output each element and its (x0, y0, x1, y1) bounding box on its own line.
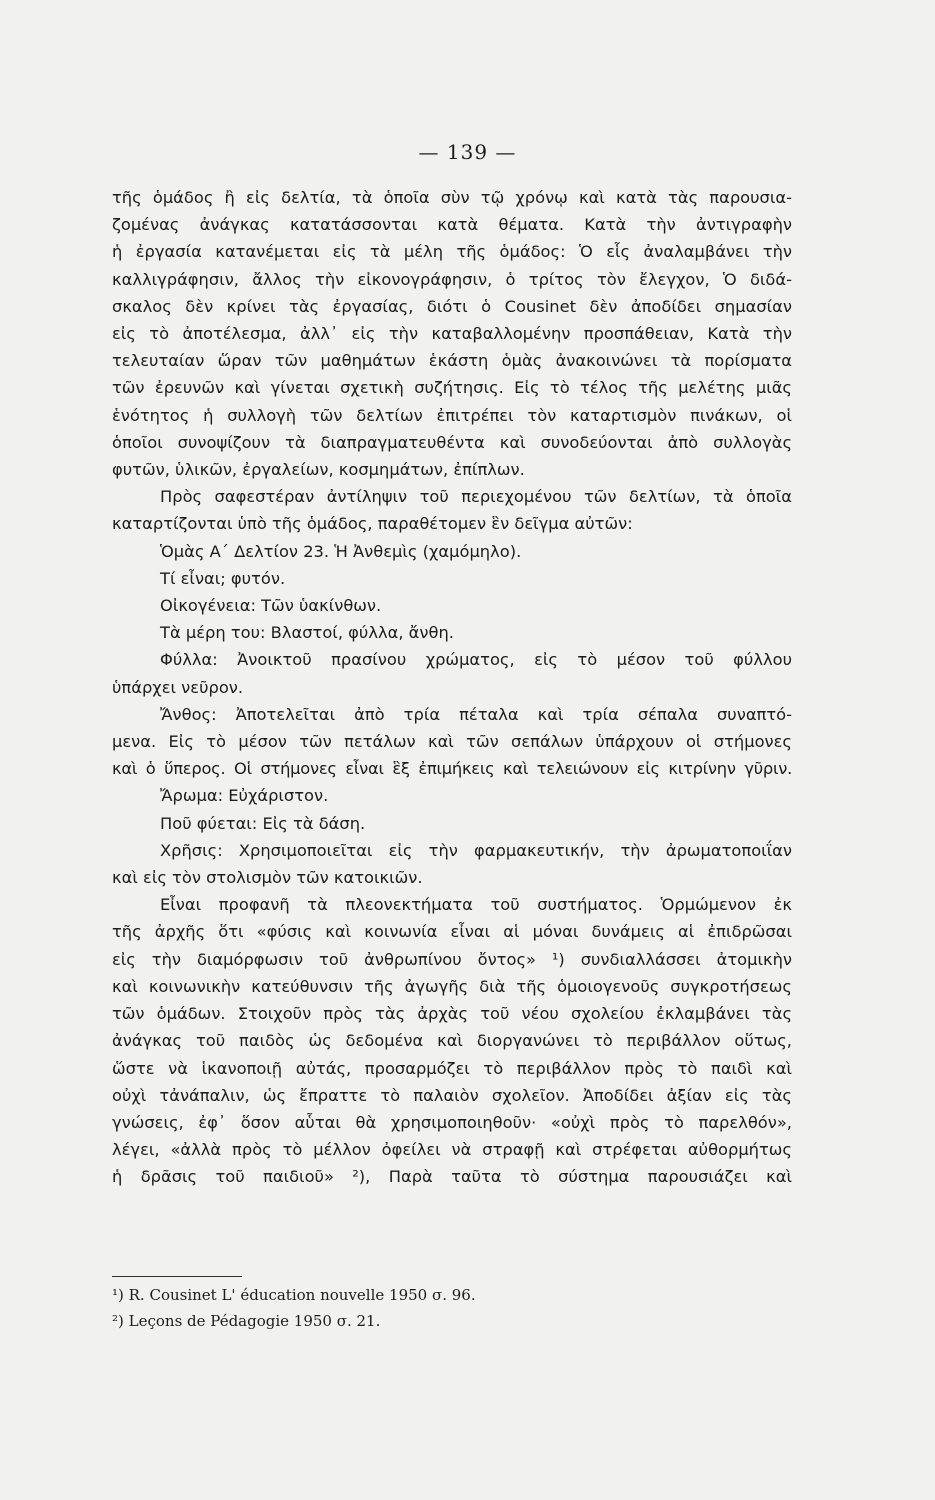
text-line: λέγει, «ἀλλὰ πρὸς τὸ μέλλον ὀφείλει νὰ στραφῇ καὶ στρέφεται αὐθορμήτως (112, 1140, 792, 1160)
footnotes (112, 1282, 792, 1334)
text-line: Εἶναι προφανῆ τὰ πλεονεκτήματα τοῦ συστήματος. Ὁρμώμενον ἐκ (160, 895, 792, 915)
text-line: τῶν ἐρευνῶν καὶ γίνεται σχετικὴ συζήτησις. Εἰς τὸ τέλος τῆς μελέτης μιᾶς (112, 378, 792, 398)
text-line: Φύλλα: Ἀνοικτοῦ πρασίνου χρώματος, εἰς τὸ μέσον τοῦ φύλλου (160, 650, 792, 670)
text-line: Ἄρωμα: Εὐχάριστον. (160, 786, 329, 806)
text-line: Οἰκογένεια: Τῶν ὑακίνθων. (160, 596, 382, 616)
text-line: ἡ ἐργασία κατανέμεται εἰς τὰ μέλη τῆς ὁμάδος: Ὁ εἷς ἀναλαμβάνει τὴν (112, 242, 792, 262)
text-line: οὐχὶ τἀνάπαλιν, ὡς ἔπραττε τὸ παλαιὸν σχολεῖον. Ἀποδίδει ἀξίαν εἰς τὰς (112, 1085, 792, 1105)
text-line: Τὰ μέρη του: Βλαστοί, φύλλα, ἄνθη. (160, 623, 454, 643)
text-line: καὶ εἰς τὸν στολισμὸν τῶν κατοικιῶν. (112, 868, 423, 888)
text-line: σκαλος δὲν κρίνει τὰς ἐργασίας, διότι ὁ Cousinet δὲν ἀποδίδει σημασίαν (112, 296, 792, 316)
text-line: εἰς τὴν διαμόρφωσιν τοῦ ἀνθρωπίνου ὄντος» ¹) συνδιαλλάσσει ἀτομικὴν (112, 949, 792, 969)
text-line: Ποῦ φύεται: Εἰς τὰ δάση. (160, 813, 366, 833)
footnote: ²) Leçons de Pédagogie 1950 σ. 21. (112, 1312, 381, 1330)
text-line: γνώσεις, ἐφ᾽ ὅσον αὗται θὰ χρησιμοποιηθοῦν· «οὐχὶ πρὸς τὸ παρελθόν», (112, 1112, 792, 1132)
footnote: ¹) R. Cousinet L' éducation nouvelle 1950 σ. 96. (112, 1286, 476, 1304)
sample-card-title: Ὁμὰς Α΄ Δελτίον 23. Ἡ Ἀνθεμὶς (χαμόμηλο). (160, 541, 522, 561)
text-line: μενα. Εἰς τὸ μέσον τῶν πετάλων καὶ τῶν σεπάλων ὑπάρχουν οἱ στήμονες (112, 732, 792, 752)
text-line: ζομένας ἀνάγκας κατατάσσονται κατὰ θέματα. Κατὰ τὴν ἀντιγραφὴν (112, 215, 792, 235)
text-line: εἰς τὸ ἀποτέλεσμα, ἀλλ᾽ εἰς τὴν καταβαλλομένην προσπάθειαν, Κατὰ τὴν (112, 324, 792, 344)
text-line: καὶ κοινωνικὴν κατεύθυνσιν τῆς ἀγωγῆς διὰ τῆς ὁμοιογενοῦς συγκροτήσεως (112, 976, 792, 996)
text-line: καλλιγράφησιν, ἄλλος τὴν εἰκονογράφησιν, ὁ τρίτος τὸν ἔλεγχον, Ὁ διδά- (112, 269, 792, 289)
text-line: ὁποῖοι συνοψίζουν τὰ διαπραγματευθέντα καὶ συνοδεύονται ἀπὸ συλλογὰς (112, 432, 792, 452)
text-line: Πρὸς σαφεστέραν ἀντίληψιν τοῦ περιεχομένου τῶν δελτίων, τὰ ὁποῖα (160, 487, 792, 507)
text-line: τῆς ὁμάδος ἢ εἰς δελτία, τὰ ὁποῖα σὺν τῷ χρόνῳ καὶ κατὰ τὰς παρουσια- (112, 188, 792, 207)
page-number: — 139 — (418, 140, 517, 164)
text-line: ἑνότητος ἡ συλλογὴ τῶν δελτίων ἐπιτρέπει τὸν καταρτισμὸν πινάκων, οἱ (112, 405, 792, 425)
text-line: Ἄνθος: Ἀποτελεῖται ἀπὸ τρία πέταλα καὶ τρία σέπαλα συναπτό- (160, 704, 792, 724)
text-line: τελευταίαν ὥραν τῶν μαθημάτων ἑκάστη ὁμὰς ἀνακοινώνει τὰ πορίσματα (112, 351, 792, 371)
text-line: τῆς ἀρχῆς ὅτι «φύσις καὶ κοινωνία εἶναι αἱ μόναι δυνάμεις αἱ ἐπιδρῶσαι (112, 922, 792, 942)
text-line: ὑπάρχει νεῦρον. (112, 677, 244, 697)
text-line: ἡ δρᾶσις τοῦ παιδιοῦ» ²), Παρὰ ταῦτα τὸ σύστημα παρουσιάζει καὶ (112, 1167, 792, 1187)
body-text (112, 184, 792, 1191)
text-line: Χρῆσις: Χρησιμοποιεῖται εἰς τὴν φαρμακευτικήν, τὴν ἀρωματοποιΐαν (160, 840, 792, 860)
text-line: τῶν ὁμάδων. Στοιχοῦν πρὸς τὰς ἀρχὰς τοῦ νέου σχολείου ἐκλαμβάνει τὰς (112, 1004, 792, 1024)
text-line: φυτῶν, ὑλικῶν, ἐργαλείων, κοσμημάτων, ἐπίπλων. (112, 460, 525, 480)
text-line: Τί εἶναι; φυτόν. (160, 568, 286, 588)
footnote-divider (112, 1276, 242, 1277)
text-line: καταρτίζονται ὑπὸ τῆς ὁμάδος, παραθέτομεν ἓν δεῖγμα αὐτῶν: (112, 514, 633, 534)
text-line: ὥστε νὰ ἱκανοποιῇ αὐτάς, προσαρμόζει τὸ περιβάλλον πρὸς τὸ παιδὶ καὶ (112, 1058, 792, 1078)
text-line: ἀνάγκας τοῦ παιδὸς ὡς δεδομένα καὶ διοργανώνει τὸ περιβάλλον οὕτως, (112, 1031, 792, 1051)
text-line: καὶ ὁ ὕπερος. Οἱ στήμονες εἶναι ἓξ ἐπιμήκεις καὶ τελειώνουν εἰς κιτρίνην γῦριν. (112, 759, 792, 779)
